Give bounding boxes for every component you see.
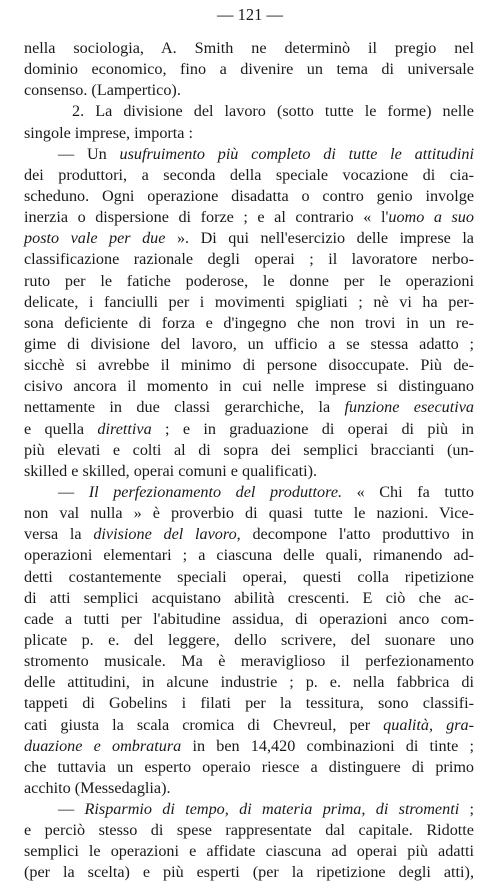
- text-segment: plicate p. e. del leggere, dello scrivere, del suonare uno: [24, 630, 474, 649]
- text-segment: ; e in graduazione di operai di più in: [151, 419, 474, 438]
- text-segment: non val nulla » è proverbio di quasi tutte le nazioni. Vice-: [24, 504, 474, 523]
- italic-text: posto vale per due: [24, 229, 166, 248]
- text-segment: scheduno. Ogni operazione disadatta o contro genio involge: [24, 186, 474, 205]
- text-line: [24, 38, 474, 59]
- text-segment: detti costantemente speciali operai, questi colla ripetizione: [24, 567, 474, 586]
- text-segment: ». Di qui nell'esercizio delle imprese la: [165, 229, 474, 248]
- page-number: — 121 —: [217, 5, 283, 24]
- text-line: [24, 144, 474, 165]
- text-line: [24, 609, 474, 630]
- text-line: [24, 545, 474, 566]
- text-segment: dei produttori, a seconda della speciale vocazione di cia-: [24, 165, 474, 184]
- text-segment: delicate, i fanciulli per i movimenti spigliati ; nè vi ha per-: [24, 292, 474, 311]
- text-segment: sona deficiente di forza e d'ingegno che non trovi in un re-: [24, 313, 474, 332]
- body-text: [24, 38, 474, 884]
- text-line: [24, 228, 474, 249]
- text-line: [24, 567, 474, 588]
- text-segment: nella sociologia, A. Smith ne determinò il pregio nel: [24, 39, 474, 57]
- text-line: [24, 799, 474, 820]
- text-line: [24, 249, 474, 270]
- text-segment: e perciò stesso di spese rappresentate dal capitale. Ridotte: [24, 821, 474, 840]
- text-line: [24, 397, 474, 418]
- italic-text: usufruimento più completo di tutte le attitudini: [119, 144, 474, 163]
- text-line: [24, 736, 474, 757]
- italic-text: qualità, gra-: [383, 715, 474, 734]
- text-segment: 2. La divisione del lavoro (sotto tutte le forme) nelle: [72, 102, 474, 121]
- text-segment: — Un: [58, 144, 120, 163]
- text-segment: che tuttavia un esperto operaio riesce a distinguere di primo: [24, 757, 474, 776]
- text-line: [24, 186, 474, 207]
- text-segment: —: [58, 800, 85, 819]
- text-line: [24, 820, 474, 841]
- text-line: [24, 440, 474, 461]
- text-line: [24, 524, 474, 545]
- text-line: [24, 59, 474, 80]
- text-line: [24, 165, 474, 186]
- text-segment: nettamente in due classi gerarchiche, la: [24, 398, 345, 417]
- italic-text: direttiva: [97, 419, 152, 438]
- text-line: [24, 207, 474, 228]
- text-line: [24, 461, 474, 482]
- text-line: [24, 101, 474, 122]
- text-segment: cati giusta la scala cromica di Chevreul, per: [24, 715, 384, 734]
- text-line: [24, 376, 474, 397]
- text-segment: —: [58, 482, 89, 501]
- italic-text: funzione esecutiva: [344, 398, 475, 417]
- text-line: [24, 651, 474, 672]
- text-segment: in ben 14,420 combinazioni di tinte ;: [181, 736, 474, 755]
- text-segment: di atti semplici acquistano abilità crescenti. E ciò che ac-: [24, 588, 474, 607]
- text-line: [24, 630, 474, 651]
- text-line: [24, 672, 474, 693]
- text-line: [24, 123, 474, 144]
- text-segment: ruto per le fatiche poderose, le donne per le operazioni: [24, 271, 474, 290]
- text-segment: (per la scelta) e più esperti (per la ripetizione degli atti),: [24, 863, 474, 882]
- text-segment: cade a tutti per l'abitudine assidua, di operazioni anco com-: [24, 609, 474, 628]
- text-line: [24, 503, 474, 524]
- text-segment: cisivo ancora il momento in cui nelle imprese si distinguano: [24, 377, 474, 396]
- text-line: [24, 778, 474, 799]
- text-segment: semplici le operazioni e affidate ciascuna ad operai più adatti: [24, 842, 474, 861]
- text-segment: , decompone l'atto produttivo in: [236, 525, 474, 544]
- text-segment: operazioni elementari ; a ciascuna delle quali, rimanendo ad-: [24, 546, 474, 565]
- italic-text: uomo a suo: [388, 208, 474, 227]
- text-segment: skilled e skilled, operai comuni e qualificati).: [24, 461, 318, 480]
- text-line: [24, 334, 474, 355]
- text-segment: versa la: [24, 525, 94, 544]
- text-line: [24, 313, 474, 334]
- text-line: [24, 693, 474, 714]
- text-segment: classificazione razionale degli operai ; il lavoratore nerbo-: [24, 250, 474, 269]
- text-segment: tappeti di Gobelins i filati per la tessitura, sono classifi-: [24, 694, 474, 713]
- text-segment: più elevati e colti al di sopra dei semplici braccianti (un-: [24, 440, 474, 459]
- text-line: [24, 482, 474, 503]
- text-line: [24, 862, 474, 883]
- text-line: [24, 419, 474, 440]
- text-segment: singole imprese, importa :: [24, 123, 194, 142]
- text-line: [24, 757, 474, 778]
- text-segment: sicchè si avrebbe il minimo di persone disoccupate. Più de-: [24, 356, 474, 375]
- text-line: [24, 271, 474, 292]
- text-line: [24, 80, 474, 101]
- italic-text: Risparmio di tempo, di materia prima, di stromenti: [84, 800, 460, 819]
- text-segment: « Chi fa tutto: [342, 482, 475, 501]
- text-segment: dominio economico, fino a divenire un tema di universale: [24, 60, 474, 79]
- text-line: [24, 355, 474, 376]
- text-line: [24, 841, 474, 862]
- text-segment: acchito (Messedaglia).: [24, 778, 171, 797]
- text-segment: e quella: [24, 419, 98, 438]
- text-segment: ;: [459, 800, 475, 819]
- italic-text: divisione del lavoro: [93, 525, 237, 544]
- text-segment: gime di divisione del lavoro, un ufficio a se stessa adatto ;: [24, 334, 474, 353]
- text-segment: delle attitudini, in alcune industrie ; p. e. nella fabbrica di: [24, 673, 474, 692]
- text-line: [24, 588, 474, 609]
- text-line: [24, 715, 474, 736]
- text-line: [24, 292, 474, 313]
- text-segment: consenso. (Lampertico).: [24, 81, 181, 100]
- text-segment: inerzia o dispersione di forze ; e al contrario « l': [24, 208, 389, 227]
- italic-text: duazione e ombratura: [24, 736, 182, 755]
- italic-text: Il perfezionamento del produttore.: [88, 482, 343, 501]
- text-segment: stromento musicale. Ma è meraviglioso il perfezionamento: [24, 652, 474, 671]
